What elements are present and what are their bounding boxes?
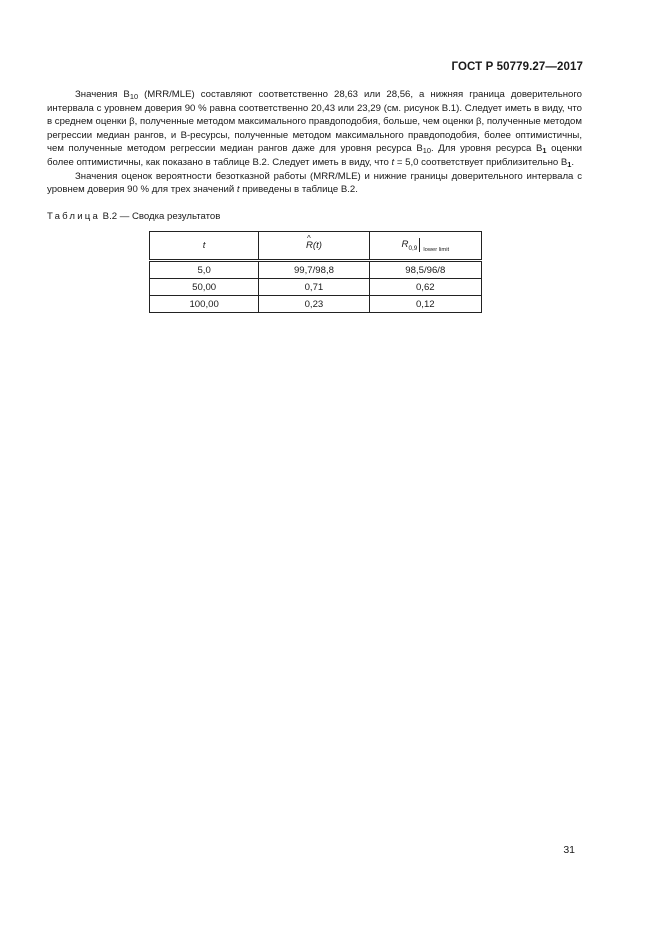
caption-label: Таблица [47,211,101,222]
header-lower-limit [369,232,481,261]
table-cell: 5,0 [150,261,259,279]
text-fragment: . [571,156,575,168]
text-fragment: . Для уровня ресурса B [430,143,543,155]
table-cell: 99,7/98,8 [259,261,369,279]
table-cell: 0,62 [369,279,481,296]
header-reliability-estimate [259,232,369,261]
page-number: 31 [563,844,575,856]
subscript: 10 [422,146,431,156]
text-fragment: (MRR/MLE) составляют соответственно 28,63 или 28,56, а нижняя граница доверительного интервала с уровнем доверия 90 % равна соответственно 20,43 или 23,29 (см. рисунок В.1). Следует иметь в виду, что в среднем оценки β, полученные методом максимального правдоподобия, больше, чем оценки β, полученные методом регрессии медиан рангов, и B-ресурсы, полученные методом максимального правдоподобия, более оптимистичны, чем полученные методом регрессии медиан рангов даже для уровня ресурса B [47,89,582,155]
table-row [150,279,482,296]
variable: t [391,156,395,168]
text-fragment: Значения оценок вероятности безотказной работы (MRR/MLE) и нижние границы доверительного интервала с уровнем доверия 90 % для трех значений [47,170,582,196]
table-caption [47,211,220,222]
text-fragment: приведены в таблице В.2. [239,184,358,196]
subscript: 1 [542,146,547,156]
variable: t [236,184,240,196]
document-header: ГОСТ Р 50779.27—2017 [451,61,583,73]
subscript: 1 [567,159,572,169]
caption-title: В.2 — Сводка результатов [100,211,221,222]
r-hat-symbol: ^ R [306,240,313,251]
table-row [150,296,482,313]
text-fragment: = 5,0 соответствует приблизительно B [394,156,568,168]
table-cell: 0,71 [259,279,369,296]
body-text [47,88,582,197]
results-table [149,231,482,313]
text-fragment: Значения B [75,89,130,100]
table-row [150,261,482,279]
table-cell: 98,5/96/8 [369,261,481,279]
table-header-row [150,232,482,261]
r-hat-argument: (t) [312,240,322,251]
r-subscript: 0,9 [408,245,418,252]
lower-limit-tag: lower limit [423,247,450,253]
paragraph-2 [47,170,582,197]
table-cell: 100,00 [150,296,259,313]
table-cell: 0,12 [369,296,481,313]
subscript: 10 [129,92,139,101]
table-cell: 0,23 [259,296,369,313]
header-t: t [150,232,259,261]
text-fragment: оценки более оптимистичны, как показано в таблице В.2. Следует иметь в виду, что [47,143,583,168]
table-cell: 50,00 [150,279,259,296]
r-symbol: R [401,239,409,250]
evaluation-bar [419,238,420,252]
paragraph-1 [47,88,582,170]
